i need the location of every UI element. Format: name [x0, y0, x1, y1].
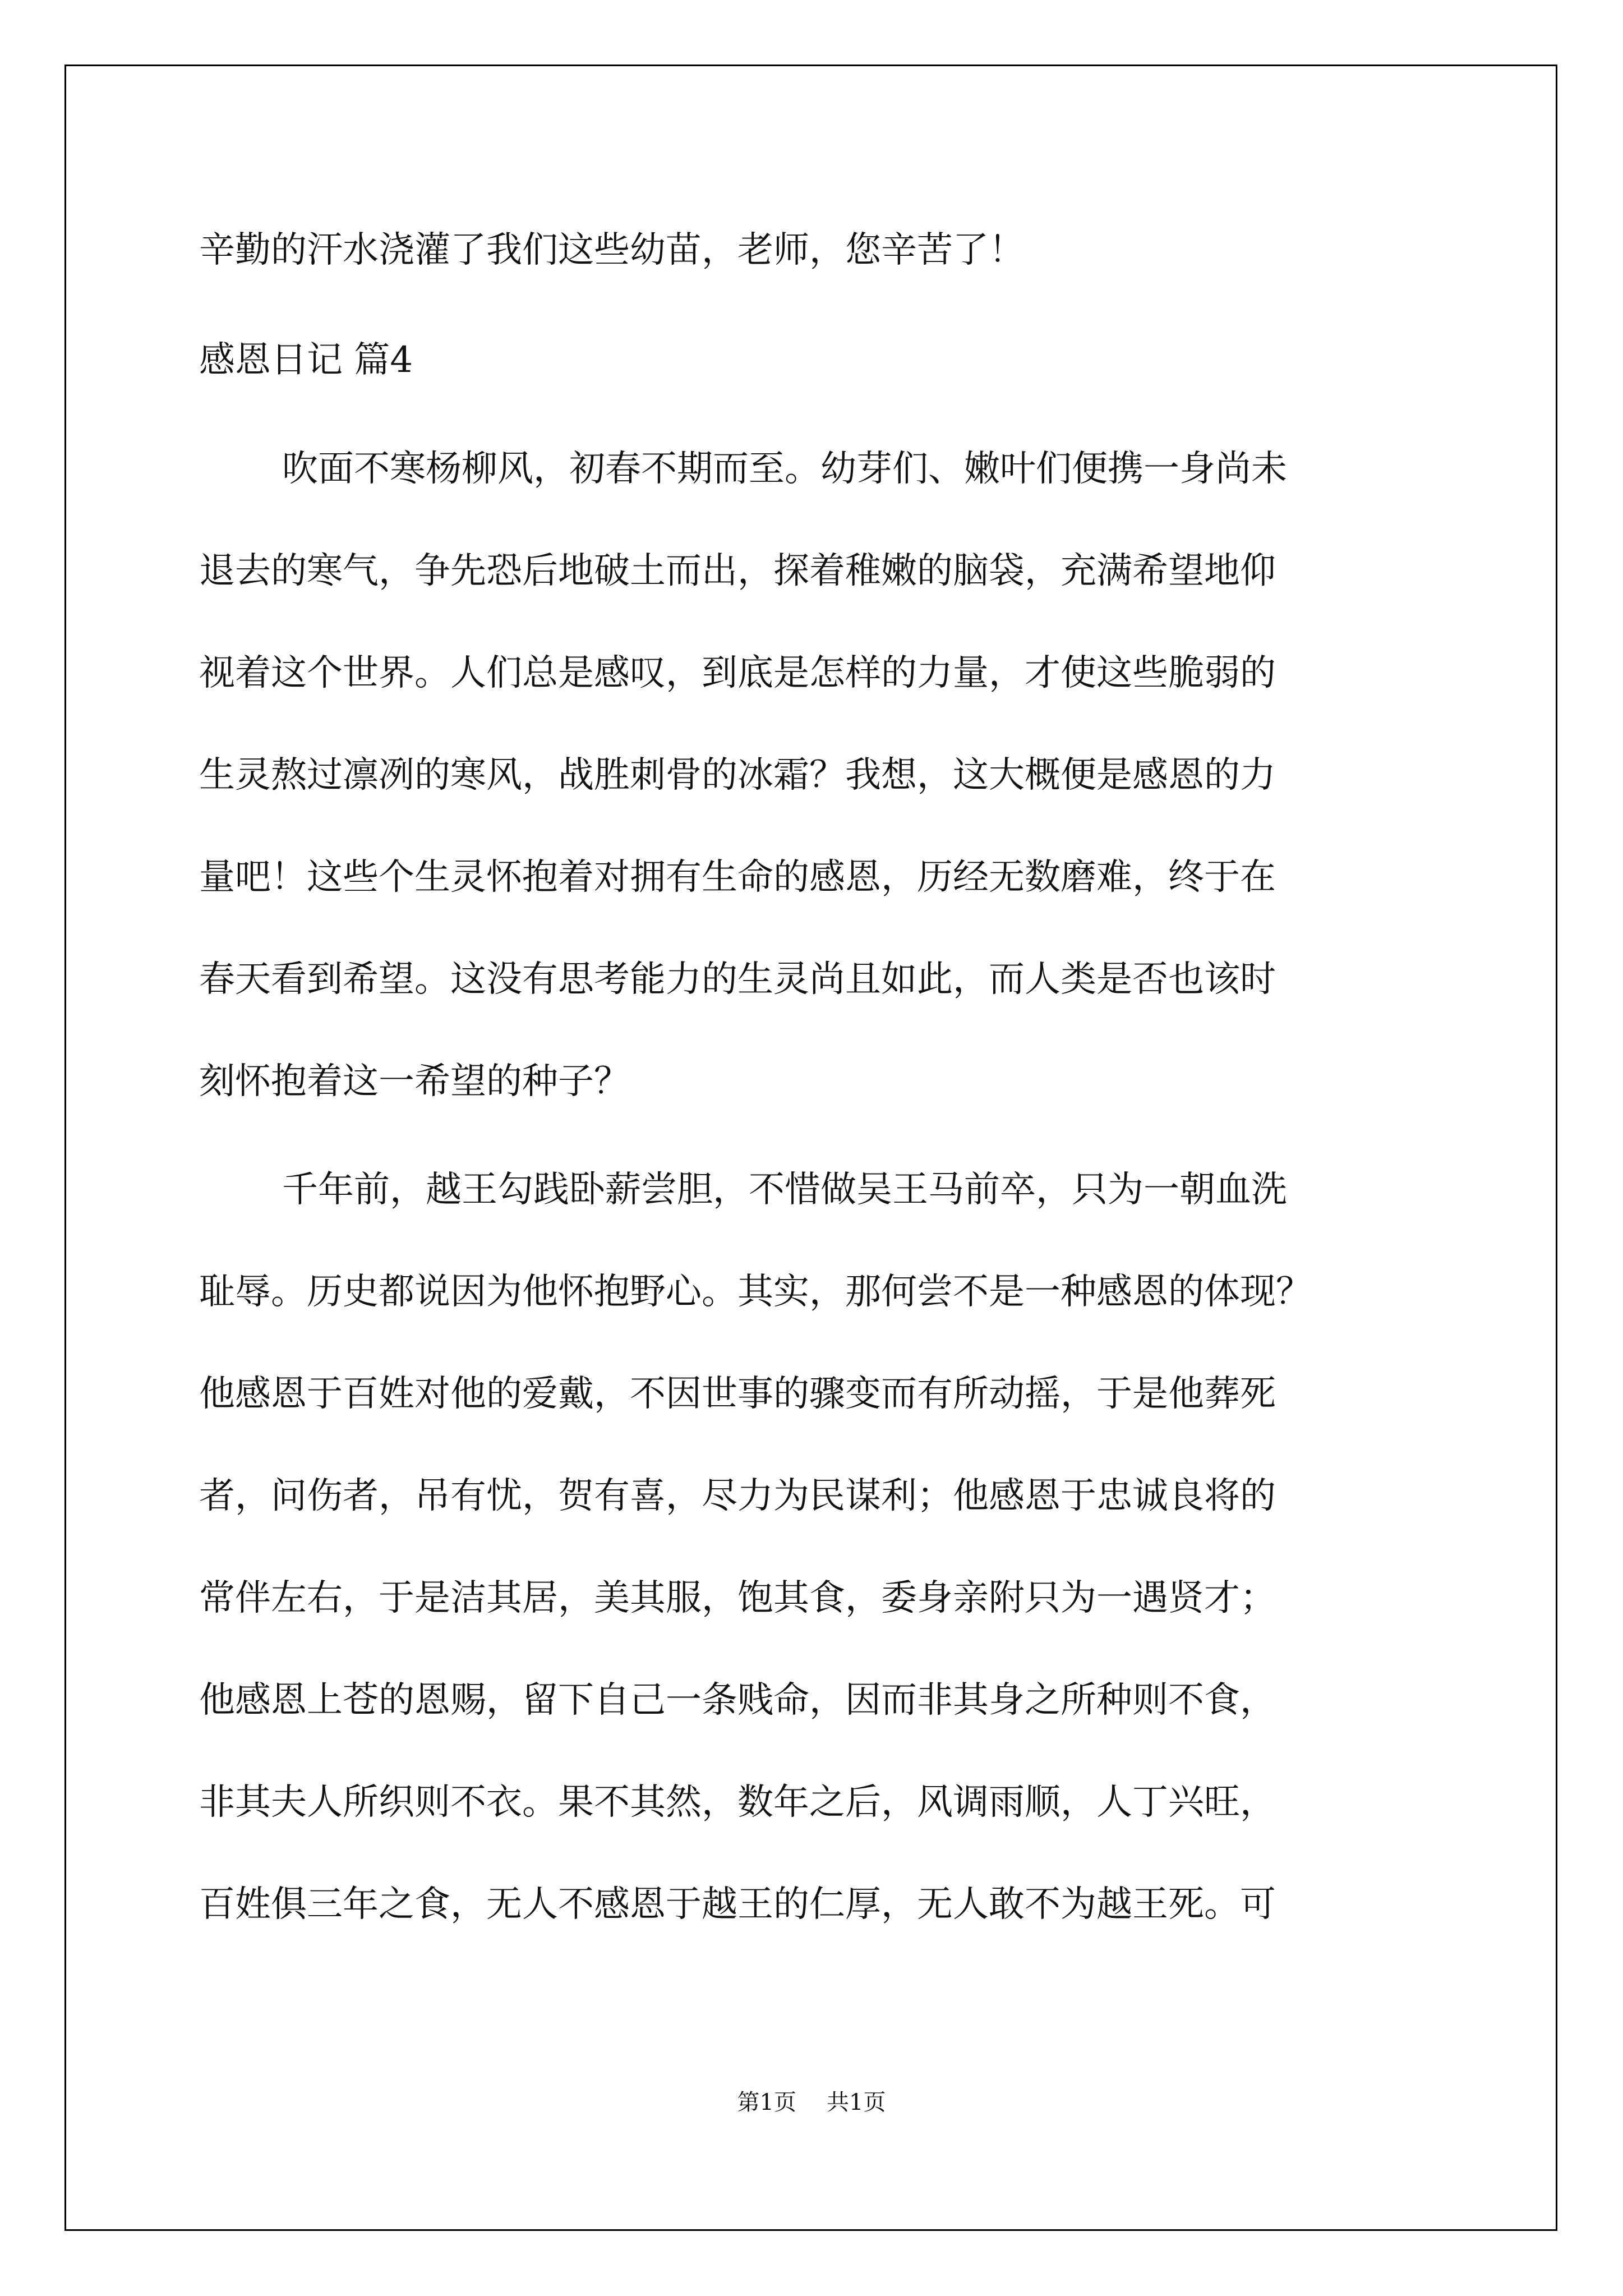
page-total: 共1页	[827, 2090, 886, 2115]
paragraph-line: 量吧！这些个生灵怀抱着对拥有生命的感恩，历经无数磨难，终于在	[199, 857, 1276, 898]
paragraph-line: 吹面不寒杨柳风，初春不期而至。幼芽们、嫩叶们便携一身尚未	[282, 448, 1287, 490]
paragraph-line: 生灵熬过凛冽的寒风，战胜刺骨的冰霜？我想，这大概便是感恩的力	[199, 754, 1276, 796]
paragraph-line: 刻怀抱着这一希望的种子？	[199, 1061, 630, 1102]
page-number: 第1页	[737, 2090, 796, 2115]
paragraph-line: 春天看到希望。这没有思考能力的生灵尚且如此，而人类是否也该时	[199, 959, 1276, 1000]
paragraph-line: 百姓俱三年之食，无人不感恩于越王的仁厚，无人敢不为越王死。可	[199, 1884, 1276, 1925]
paragraph-line: 退去的寒气，争先恐后地破土而出，探着稚嫩的脑袋，充满希望地仰	[199, 550, 1276, 592]
paragraph-line: 非其夫人所织则不衣。果不其然，数年之后，风调雨顺，人丁兴旺，	[199, 1782, 1276, 1823]
paragraph-line: 者，问伤者，吊有忧，贺有喜，尽力为民谋利；他感恩于忠诚良将的	[199, 1475, 1276, 1517]
paragraph-line: 千年前，越王勾践卧薪尝胆，不惜做吴王马前卒，只为一朝血洗	[282, 1169, 1287, 1211]
text-line: 辛勤的汗水浇灌了我们这些幼苗，老师，您辛苦了！	[199, 229, 1025, 271]
paragraph-line: 视着这个世界。人们总是感叹，到底是怎样的力量，才使这些脆弱的	[199, 652, 1276, 694]
page-footer	[0, 2091, 1623, 2114]
paragraph-line: 耻辱。历史都说因为他怀抱野心。其实，那何尝不是一种感恩的体现？	[199, 1271, 1312, 1313]
paragraph-line: 他感恩于百姓对他的爱戴，不因世事的骤变而有所动摇，于是他葬死	[199, 1373, 1276, 1415]
section-heading: 感恩日记 篇4	[199, 339, 413, 381]
paragraph-line: 他感恩上苍的恩赐，留下自己一条贱命，因而非其身之所种则不食，	[199, 1680, 1276, 1721]
paragraph-line: 常伴左右，于是洁其居，美其服，饱其食，委身亲附只为一遇贤才；	[199, 1577, 1276, 1619]
